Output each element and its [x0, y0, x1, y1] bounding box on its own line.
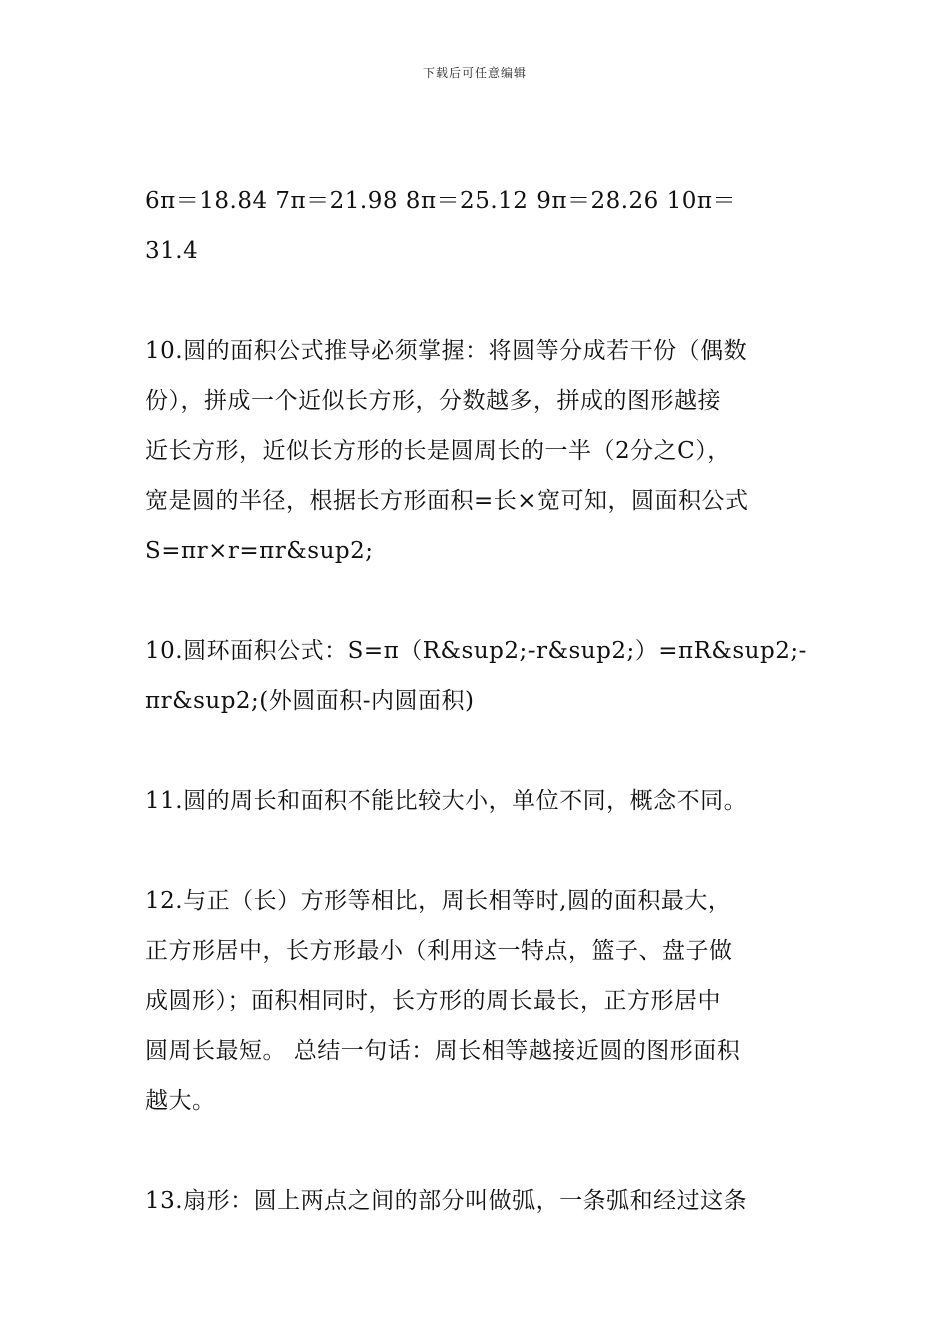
- paragraph-perimeter-vs-area: [145, 776, 810, 826]
- text-line: 10.圆环面积公式：S=π（R&sup2;-r&sup2;）=πR&sup2;-: [145, 638, 807, 664]
- text-line: 6π＝18.84 7π＝21.98 8π＝25.12 9π＝28.26 10π＝: [145, 188, 737, 214]
- text-line: 12.与正（长）方形等相比，周长相等时,圆的面积最大，: [145, 888, 732, 914]
- text-line: S=πr×r=πr&sup2;: [145, 538, 374, 564]
- text-line: 越大。: [145, 1088, 216, 1114]
- text-line: 成圆形）；面积相同时，长方形的周长最长，正方形居中: [145, 988, 721, 1014]
- paragraph-circle-area-derivation: [145, 326, 810, 576]
- document-body: [145, 176, 810, 1276]
- text-line: 11.圆的周长和面积不能比较大小，单位不同，概念不同。: [145, 788, 748, 814]
- text-line: 正方形居中，长方形最小（利用这一特点，篮子、盘子做: [145, 938, 733, 964]
- text-line: 13.扇形：圆上两点之间的部分叫做弧，一条弧和经过这条: [145, 1188, 748, 1214]
- text-line: 宽是圆的半径，根据长方形面积=长×宽可知，圆面积公式: [145, 488, 749, 514]
- paragraph-shape-comparison: [145, 876, 810, 1126]
- text-line: 近长方形，近似长方形的长是圆周长的一半（2分之C），: [145, 438, 731, 464]
- text-line: 份），拼成一个近似长方形，分数越多，拼成的图形越接: [145, 388, 721, 414]
- paragraph-pi-multiples: [145, 176, 810, 276]
- page-header-note: 下载后可任意编辑: [422, 66, 527, 80]
- paragraph-sector-definition: [145, 1176, 810, 1226]
- text-line: 31.4: [145, 238, 199, 264]
- text-line: 10.圆的面积公式推导必须掌握：将圆等分成若干份（偶数: [145, 338, 748, 364]
- text-line: πr&sup2;(外圆面积-内圆面积): [145, 688, 475, 714]
- text-line: 圆周长最短。 总结一句话：周长相等越接近圆的图形面积: [145, 1038, 741, 1064]
- paragraph-ring-area-formula: [145, 626, 810, 726]
